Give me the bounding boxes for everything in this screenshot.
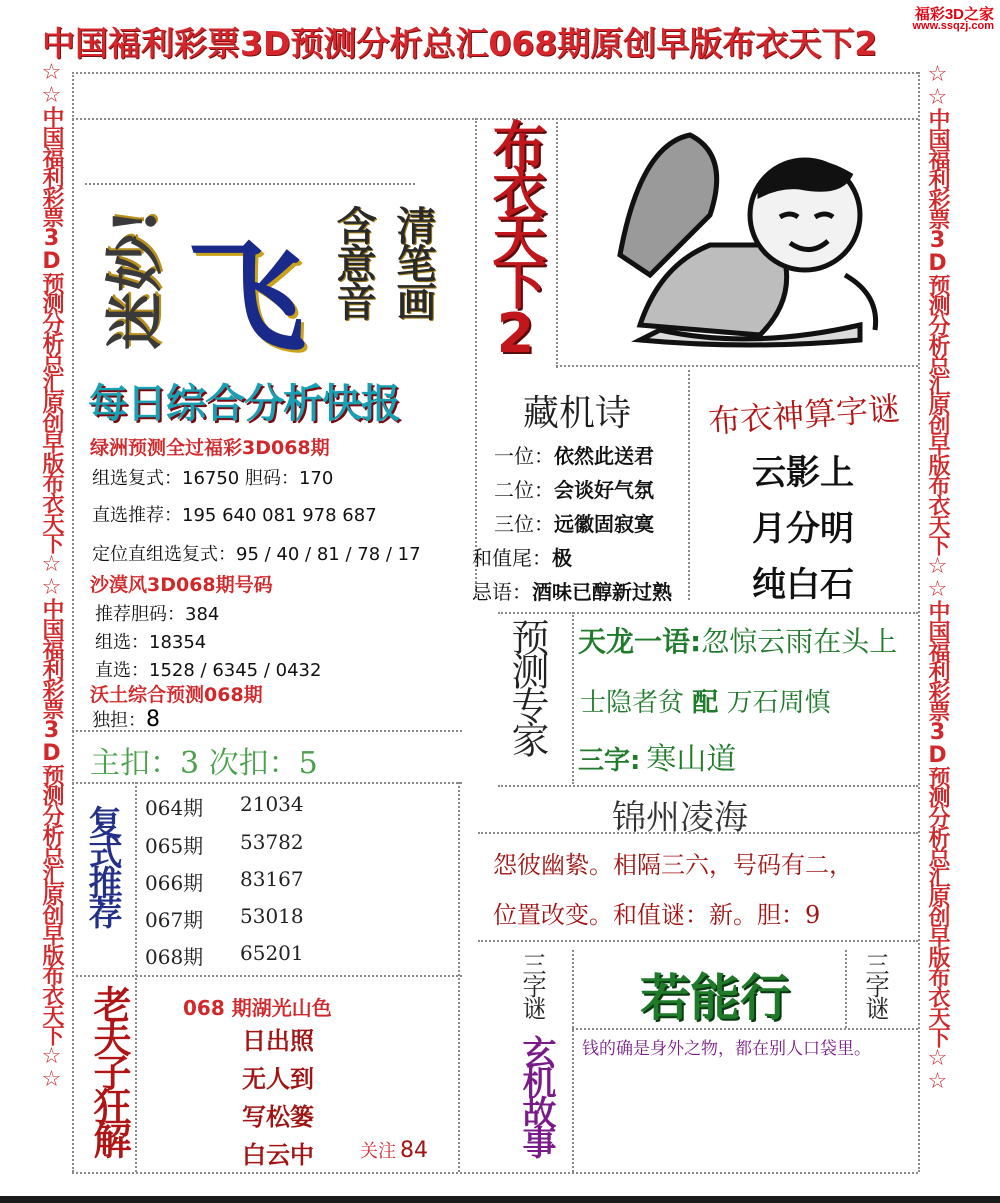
old-master-title: 068 期湖光山色 — [183, 996, 332, 1020]
hidden-poem-row — [494, 474, 654, 503]
history-period: 067期 — [145, 908, 204, 932]
divider — [556, 118, 558, 368]
story-text: 钱的确是身外之物，都在别人口袋里。 — [582, 1039, 871, 1059]
watermark-url: www.ssqzj.com — [912, 20, 994, 32]
divider — [72, 72, 918, 74]
divider — [475, 118, 477, 598]
divider — [688, 370, 690, 600]
divider — [85, 183, 415, 185]
divider — [72, 1172, 918, 1174]
expert-text-3: 寒山道 — [646, 742, 737, 777]
history-period: 064期 — [145, 796, 204, 820]
desert-line-1: 推荐胆码：384 — [95, 604, 220, 625]
daily-report-title: 每日综合分析快报 — [88, 381, 400, 427]
history-number: 21034 — [240, 792, 304, 816]
old-master-line: 写松篓 — [242, 1103, 314, 1131]
right-border-text: ☆☆中国福利彩票3D预测分析总汇原创早版布衣天下☆☆中国福利彩票3D预测分析总汇原创早版布衣天下☆☆ — [925, 62, 950, 1092]
sole-pick-value: 8 — [146, 707, 160, 732]
relaxing-man-illustration — [600, 125, 900, 350]
sub-pick-value: 5 — [298, 746, 318, 781]
oasis-line-3: 定位直组选复式：95 / 40 / 81 / 78 / 17 — [92, 544, 421, 565]
history-number: 53782 — [240, 830, 304, 854]
history-period: 065期 — [145, 834, 204, 858]
three-char-label-right: 三字谜 — [861, 952, 889, 1018]
expert-tag-2: 配 — [692, 688, 719, 718]
divider — [572, 950, 574, 1172]
follow-note — [360, 1137, 428, 1163]
jinzhou-line-1: 怨彼幽絷。相隔三六，号码有二， — [493, 851, 853, 879]
hidden-poem-row — [472, 576, 672, 605]
jinzhou-line-2: 位置改变。和值谜：新。胆：9 — [493, 901, 821, 929]
oasis-line-2: 直选推荐：195 640 081 978 687 — [92, 505, 377, 526]
main-sub-picks — [90, 738, 318, 782]
expert-label: 预测专家 — [505, 618, 549, 754]
hidden-poem-row — [494, 440, 654, 469]
poem-row-label: 二位： — [494, 478, 554, 502]
follow-label: 关注 — [360, 1141, 396, 1162]
left-border-text: ☆☆中国福利彩票3D预测分析总汇原创早版布衣天下☆☆中国福利彩票3D预测分析总汇原创早版布衣天下☆☆ — [39, 60, 64, 1090]
divider — [72, 782, 462, 784]
poem-row-text: 会谈好气氛 — [554, 478, 654, 502]
history-period: 068期 — [145, 945, 204, 969]
history-number: 53018 — [240, 904, 304, 928]
poem-row-text: 酒味已醇新过熟 — [532, 580, 672, 604]
desert-line-2: 组选：18354 — [95, 632, 207, 653]
riddle-line: 月分明 — [752, 509, 854, 549]
section-title-fertile: 沃土综合预测068期 — [90, 684, 263, 706]
poem-row-label: 和值尾： — [472, 546, 552, 570]
hidden-poem-row — [472, 542, 572, 571]
divider — [556, 365, 918, 367]
section-title-oasis: 绿洲预测全过福彩3D068期 — [90, 437, 330, 459]
hidden-poem-row — [494, 508, 654, 537]
section-title-desert: 沙漠风3D068期号码 — [90, 574, 273, 596]
riddle-title: 布衣神算字谜 — [707, 389, 902, 441]
three-char-main: 若能行 — [640, 969, 790, 1027]
divider — [72, 975, 462, 977]
banner-char1-text: 迷 — [101, 291, 169, 350]
main-pick-value: 3 — [180, 746, 200, 781]
page-title: 中国福利彩票3D预测分析总汇068期原创早版布衣天下2 — [42, 24, 878, 63]
bottom-bar — [0, 1196, 1000, 1203]
expert-text-2a: 士隐者贫 — [580, 688, 685, 718]
follow-value: 84 — [400, 1138, 428, 1163]
divider — [845, 950, 847, 1028]
banner-poem-col-2: 含意音 — [330, 205, 377, 319]
hidden-poem-title: 藏机诗 — [523, 393, 632, 434]
sub-pick-label: 次扣： — [208, 746, 299, 781]
poem-row-label: 三位： — [494, 512, 554, 536]
brand-vertical: 布衣天下2 — [484, 118, 547, 357]
expert-text-1: 忽惊云雨在头上 — [701, 625, 898, 658]
divider — [498, 785, 918, 787]
sole-pick — [92, 706, 160, 732]
watermark-name: 福彩3D之家 — [914, 6, 994, 23]
history-number: 83167 — [240, 867, 304, 891]
old-master-line: 日出照 — [242, 1027, 314, 1055]
three-char-label-left: 三字谜 — [518, 952, 546, 1018]
expert-line-2 — [580, 682, 831, 719]
history-label: 复式推荐 — [82, 805, 122, 925]
divider — [458, 782, 460, 1172]
history-number: 65201 — [240, 941, 304, 965]
expert-tag-1: 天龙一语: — [578, 625, 702, 658]
banner-poem-col-1: 清笔画 — [390, 205, 437, 319]
desert-line-3: 直选：1528 / 6345 / 0432 — [95, 660, 322, 681]
divider — [72, 72, 74, 1172]
divider — [572, 612, 574, 784]
old-master-line: 无人到 — [242, 1065, 314, 1093]
poem-row-label: 忌语： — [472, 580, 532, 604]
oasis-line-1: 组选复式：16750 胆码：170 — [92, 468, 334, 489]
divider — [918, 72, 920, 1172]
old-master-label: 老夫子狂解 — [87, 985, 132, 1155]
riddle-line: 纯白石 — [752, 565, 854, 605]
poem-row-text: 极 — [552, 546, 572, 570]
sole-pick-label: 独担： — [92, 710, 146, 731]
riddle-line: 云影上 — [752, 453, 854, 493]
riddle-lines — [752, 445, 854, 613]
banner-char1-suffix: 妙! — [101, 208, 169, 292]
old-master-line: 白云中 — [242, 1141, 314, 1169]
expert-line-3 — [578, 734, 736, 778]
main-pick-label: 主扣： — [90, 746, 180, 781]
story-label: 玄机故事 — [516, 1035, 556, 1155]
old-master-lines — [242, 1022, 314, 1174]
expert-tag-3: 三字: — [578, 746, 641, 776]
divider — [478, 940, 918, 942]
banner-main-char: 飞 — [186, 229, 306, 368]
jinzhou-title: 锦州凌海 — [612, 798, 748, 838]
history-period: 066期 — [145, 871, 204, 895]
poem-row-text: 依然此送君 — [554, 444, 654, 468]
expert-line-1 — [578, 620, 897, 660]
poem-row-label: 一位： — [494, 444, 554, 468]
banner-char-1 — [88, 209, 172, 350]
divider — [498, 612, 918, 614]
poem-row-text: 远徽固寂寞 — [554, 512, 654, 536]
expert-text-2b: 万石周慎 — [726, 688, 831, 718]
